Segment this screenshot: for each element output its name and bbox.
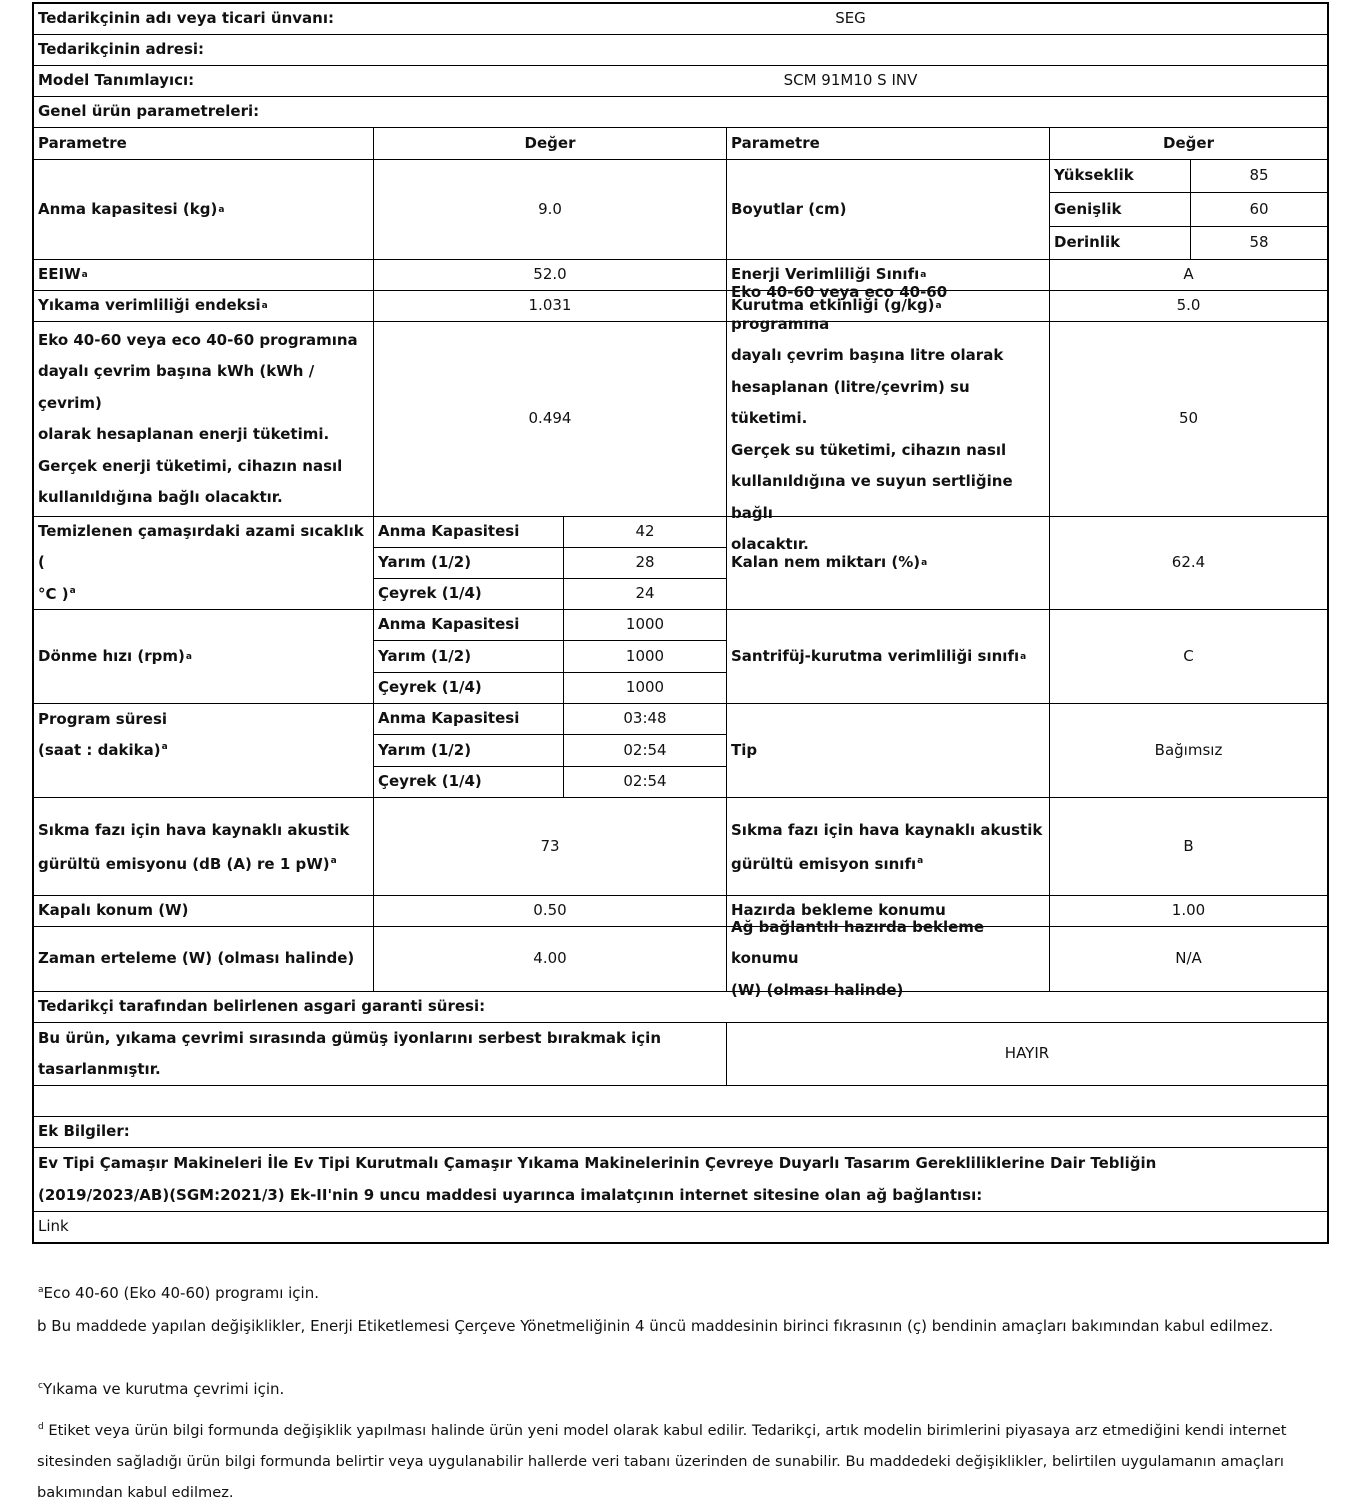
width-label: Genişlik (1050, 193, 1191, 227)
duration-quarter-label: Çeyrek (1/4) (374, 767, 564, 798)
spin-speed-label: Dönme hızı (rpm) a (34, 610, 374, 704)
header-parameter-left: Parametre (34, 128, 374, 160)
extra-info-label: Ek Bilgiler: (34, 1117, 1327, 1148)
link[interactable]: Link (38, 1217, 69, 1236)
water-consumption-label: Eko 40-60 veya eco 40-60 programına dayalı çevrim başına litre olarak hesaplanan (litre/çevrim) su tüketimi. Gerçek su tüketimi, cihazın nasıl kullanıldığına ve suyun sertliğine bağlı olacaktır. (727, 322, 1050, 517)
footnote-d: $^d$ Etiket veya ürün bilgi formunda değişiklik yapılması halinde ürün yeni model olarak kabul edilir. Tedarikçi, artık modelin birimlerini piyasaya arz etmediğini kendi internet sitesinden sağladığı ürün bilgi formunda belirtir veya uygulanabilir hallerde veri tabanı üzerinden de sunabilir. Bu maddedeki değişiklikler, belirtilen uygulamanın amaçları bakımından kabul edilmez. (37, 1422, 1287, 1501)
type-label: Tip (727, 704, 1050, 798)
address-label: Tedarikçinin adresi: (34, 35, 1327, 66)
spin-quarter-label: Çeyrek (1/4) (374, 673, 564, 704)
rinse-efficiency-value: 5.0 (1050, 291, 1327, 322)
noise-value: 73 (374, 798, 727, 896)
model-label: Model Tanımlayıcı: (34, 66, 374, 97)
spin-class-value: C (1050, 610, 1327, 704)
duration-half-label: Yarım (1/2) (374, 735, 564, 767)
duration-half-value: 02:54 (564, 735, 727, 767)
standby-label: Hazırda bekleme konumu (727, 896, 1050, 927)
spin-half-label: Yarım (1/2) (374, 641, 564, 673)
energy-class-value: A (1050, 260, 1327, 291)
capacity-value: 9.0 (374, 160, 727, 260)
energy-consumption-value: 0.494 (374, 322, 727, 517)
footnote-c: $^c$Yıkama ve kurutma çevrimi için. (38, 1380, 285, 1398)
header-value-left: Değer (374, 128, 727, 160)
duration-quarter-value: 02:54 (564, 767, 727, 798)
max-temp-full-label: Anma Kapasitesi (374, 517, 564, 548)
dimensions-label: Boyutlar (cm) (727, 160, 1050, 260)
silver-ions-value: HAYIR (727, 1023, 1327, 1086)
max-temp-quarter-value: 24 (564, 579, 727, 610)
max-temp-half-value: 28 (564, 548, 727, 579)
energy-class-label: Enerji Verimliliği Sınıfı a (727, 260, 1050, 291)
delay-start-value: 4.00 (374, 927, 727, 992)
noise-class-label: Sıkma fazı için hava kaynaklı akustik gürültü emisyon sınıfı$^a$ (727, 798, 1050, 896)
capacity-label: Anma kapasitesi (kg) a (34, 160, 374, 260)
model-value: SCM 91M10 S INV (374, 66, 1327, 97)
network-standby-value: N/A (1050, 927, 1327, 992)
noise-label: Sıkma fazı için hava kaynaklı akustik gürültü emisyonu (dB (A) re 1 pW)$^a$ (34, 798, 374, 896)
spin-half-value: 1000 (564, 641, 727, 673)
off-mode-label: Kapalı konum (W) (34, 896, 374, 927)
delay-start-label: Zaman erteleme (W) (olması halinde) (34, 927, 374, 992)
footnote-a: $^a$Eco 40-60 (Eko 40-60) programı için. (38, 1284, 319, 1302)
header-value-right: Değer (1050, 128, 1327, 160)
eeiw-value: 52.0 (374, 260, 727, 291)
network-standby-label: Ağ bağlantılı hazırda bekleme konumu (W) (olması halinde) (727, 927, 1050, 992)
spin-full-label: Anma Kapasitesi (374, 610, 564, 641)
duration-label: Program süresi (saat : dakika)$^a$ (34, 704, 374, 798)
max-temp-quarter-label: Çeyrek (1/4) (374, 579, 564, 610)
empty-row (34, 1086, 1327, 1117)
max-temp-label: Temizlenen çamaşırdaki azami sıcaklık ( °C )$^a$ (34, 517, 374, 610)
noise-class-value: B (1050, 798, 1327, 896)
supplier-label: Tedarikçinin adı veya ticari ünvanı: (34, 4, 374, 35)
silver-ions-label: Bu ürün, yıkama çevrimi sırasında gümüş iyonlarını serbest bırakmak için tasarlanmıştır. (34, 1023, 727, 1086)
spin-class-label: Santrifüj-kurutma verimliliği sınıfı a (727, 610, 1050, 704)
max-temp-full-value: 42 (564, 517, 727, 548)
regulation-text: Ev Tipi Çamaşır Makineleri İle Ev Tipi Kurutmalı Çamaşır Yıkama Makinelerinin Çevreye Duyarlı Tasarım Gerekliliklerine Dair Tebliğin (2019/2023/AB)(SGM:2021/3) Ek-II'nin 9 uncu maddesi uyarınca imalatçının internet sitesine olan ağ bağlantısı: (34, 1148, 1327, 1212)
depth-label: Derinlik (1050, 227, 1191, 260)
height-label: Yükseklik (1050, 160, 1191, 193)
off-mode-value: 0.50 (374, 896, 727, 927)
type-value: Bağımsız (1050, 704, 1327, 798)
spin-quarter-value: 1000 (564, 673, 727, 704)
width-value: 60 (1191, 193, 1327, 227)
water-consumption-value: 50 (1050, 322, 1327, 517)
depth-value: 58 (1191, 227, 1327, 260)
max-temp-half-label: Yarım (1/2) (374, 548, 564, 579)
duration-full-value: 03:48 (564, 704, 727, 735)
guarantee-label: Tedarikçi tarafından belirlenen asgari garanti süresi: (34, 992, 1327, 1023)
rinse-efficiency-label: Kurutma etkinliği (g/kg) a (727, 291, 1050, 322)
header-parameter-right: Parametre (727, 128, 1050, 160)
spin-full-value: 1000 (564, 610, 727, 641)
wash-efficiency-label: Yıkama verimliliği endeksi a (34, 291, 374, 322)
eeiw-label: EEIW a (34, 260, 374, 291)
wash-efficiency-value: 1.031 (374, 291, 727, 322)
height-value: 85 (1191, 160, 1327, 193)
moisture-value: 62.4 (1050, 517, 1327, 610)
footnote-b: b Bu maddede yapılan değişiklikler, Enerji Etiketlemesi Çerçeve Yönetmeliğinin 4 üncü maddesinin birinci fıkrasının (ç) bendinin amaçları bakımından kabul edilmez. (37, 1317, 1274, 1335)
energy-consumption-label: Eko 40-60 veya eco 40-60 programına dayalı çevrim başına kWh (kWh / çevrim) olarak hesaplanan enerji tüketimi. Gerçek enerji tüketimi, cihazın nasıl kullanıldığına bağlı olacaktır. (34, 322, 374, 517)
product-info-sheet (32, 2, 1329, 1244)
supplier-value: SEG (374, 4, 1327, 35)
standby-value: 1.00 (1050, 896, 1327, 927)
moisture-label: Kalan nem miktarı (%) a (727, 517, 1050, 610)
general-params-label: Genel ürün parametreleri: (34, 97, 1327, 128)
duration-full-label: Anma Kapasitesi (374, 704, 564, 735)
